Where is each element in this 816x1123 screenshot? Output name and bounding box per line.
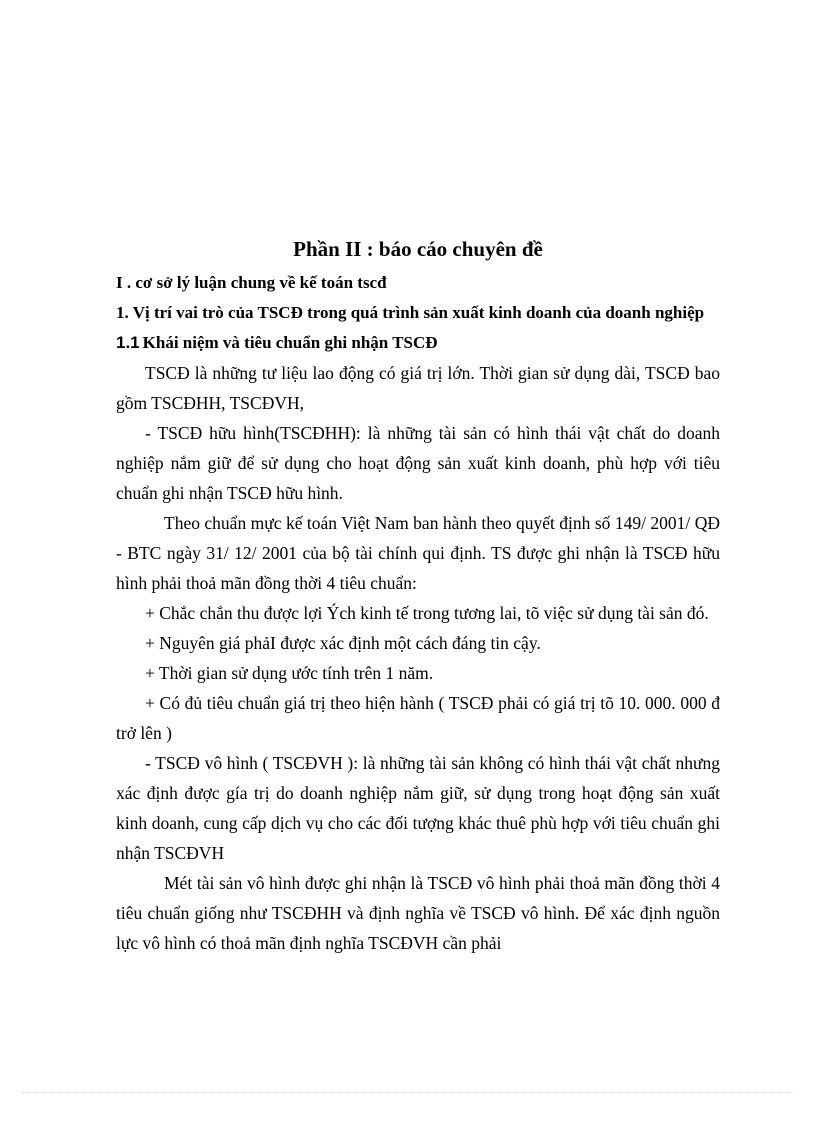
- subsection-heading: 1. Vị trí vai trò của TSCĐ trong quá trình sản xuất kinh doanh của doanh nghiệp: [116, 303, 705, 322]
- page-title: Phần II : báo cáo chuyên đề: [293, 237, 543, 261]
- subsubsection-heading: [116, 328, 720, 358]
- paragraph: - TSCĐ hữu hình(TSCĐHH): là những tài sản có hình thái vật chất do doanh nghiệp nắm giữ để sử dụng cho hoạt động sản xuất kinh doanh, phù hợp với tiêu chuẩn ghi nhận TSCĐ hữu hình.: [116, 423, 720, 503]
- paragraph: + Có đủ tiêu chuẩn giá trị theo hiện hành ( TSCĐ phải có giá trị tõ 10. 000. 000 đ trở lên ): [116, 693, 720, 743]
- subsubsection-title: Khái niệm và tiêu chuẩn ghi nhận TSCĐ: [142, 333, 438, 352]
- paragraph: + Thời gian sử dụng ước tính trên 1 năm.: [145, 663, 434, 683]
- paragraph: - TSCĐ vô hình ( TSCĐVH ): là những tài sản không có hình thái vật chất nhưng xác định được gía trị do doanh nghiệp nắm giữ, sử dụng trong hoạt động sản xuất kinh doanh, cung cấp dịch vụ cho các đối tượng khác thuê phù hợp với tiêu chuẩn ghi nhận TSCĐVH: [116, 753, 720, 863]
- paragraph: TSCĐ là những tư liệu lao động có giá trị lớn. Thời gian sử dụng dài, TSCĐ bao gồm TSCĐHH, TSCĐVH,: [116, 363, 720, 413]
- section-heading: I . cơ sở lý luận chung về kế toán tscđ: [116, 273, 387, 292]
- paragraph: Mét tài sản vô hình được ghi nhận là TSCĐ vô hình phải thoả mãn đồng thời 4 tiêu chuẩn giống như TSCĐHH và định nghĩa về TSCĐ vô hình. Để xác định nguồn lực vô hình có thoả mãn định nghĩa TSCĐVH cần phải: [116, 873, 720, 953]
- subsubsection-number: 1.1: [116, 333, 140, 352]
- paragraph: + Chắc chắn thu được lợi Ých kinh tế trong tương lai, tõ việc sử dụng tài sản đó.: [145, 603, 709, 623]
- paragraph: + Nguyên giá phảI được xác định một cách đáng tin cậy.: [145, 633, 541, 653]
- page-bottom-divider: [22, 1092, 794, 1093]
- document-body: [116, 232, 720, 958]
- paragraph: Theo chuẩn mực kế toán Việt Nam ban hành theo quyết định số 149/ 2001/ QĐ - BTC ngày 31/ 12/ 2001 của bộ tài chính qui định. TS được ghi nhận là TSCĐ hữu hình phải thoả mãn đồng thời 4 tiêu chuẩn:: [116, 513, 720, 593]
